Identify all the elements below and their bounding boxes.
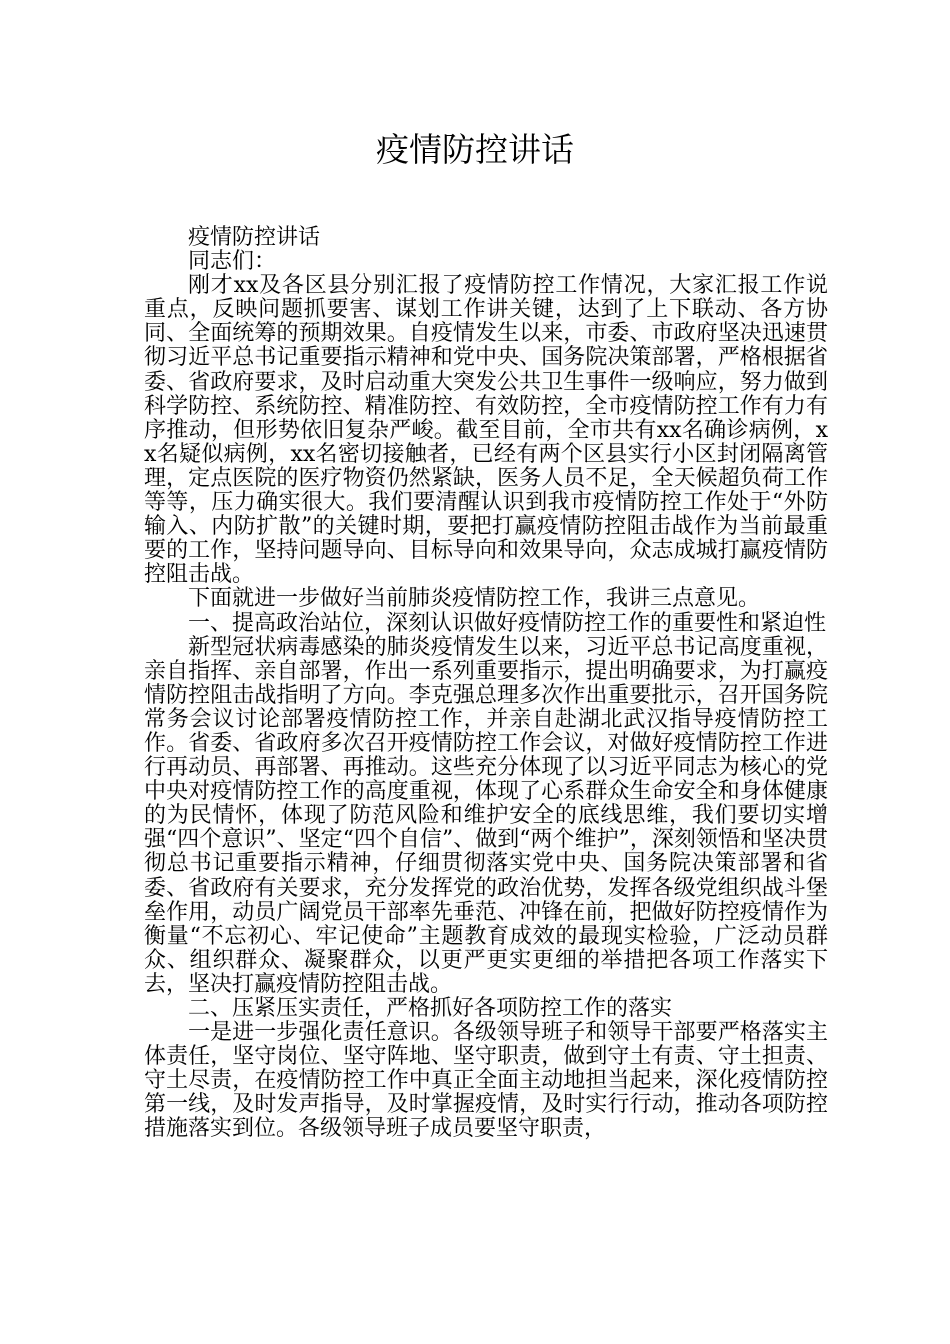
section-heading: 一、提高政治站位，深刻认识做好疫情防控工作的重要性和紧迫性 bbox=[188, 610, 827, 636]
paragraph: 下面就进一步做好当前肺炎疫情防控工作，我讲三点意见。 bbox=[188, 586, 761, 612]
document-body bbox=[144, 226, 828, 1142]
paragraph-heading: 疫情防控讲话 bbox=[188, 225, 321, 250]
paragraph: 新型冠状病毒感染的肺炎疫情发生以来，习近平总书记高度重视，亲自指挥、亲自部署，作出一系列重要指示，提出明确要求，为打赢疫情防控阻击战指明了方向。李克强总理多次作出重要批示，召开国务院常务会议讨论部署疫情防控工作，并亲自赴湖北武汉指导疫情防控工作。省委、省政府多次召开疫情防控工作会议，对做好疫情防控工作进行再动员、再部署、再推动。这些充分体现了以习近平同志为核心的党中央对疫情防控工作的高度重视，体现了心系群众生命安全和身体健康的为民情怀，体现了防范风险和维护安全的底线思维，我们要切实增强“四个意识”、坚定“四个自信”、做到“两个维护”，深刻领悟和坚决贯彻总书记重要指示精神，仔细贯彻落实党中央、国务院决策部署和省委、省政府有关要求，充分发挥党的政治优势，发挥各级党组织战斗堡垒作用，动员广阔党员干部率先垂范、冲锋在前，把做好防控疫情作为衡量“不忘初心、牢记使命”主题教育成效的最现实检验，广泛动员群众、组织群众、凝聚群众，以更严更实更细的举措把各项工作落实下去，坚决打赢疫情防控阻击战。 bbox=[144, 634, 828, 997]
paragraph-salutation: 同志们： bbox=[188, 249, 277, 275]
document-title: 疫情防控讲话 bbox=[376, 130, 574, 169]
paragraph: 刚才xx及各区县分别汇报了疫情防控工作情况，大家汇报工作说重点，反映问题抓要害、谋划工作讲关键，达到了上下联动、各方协同、全面统筹的预期效果。自疫情发生以来，市委、市政府坚决迅速贯彻习近平总书记重要指示精神和党中央、国务院决策部署，严格根据省委、省政府要求，及时启动重大突发公共卫生事件一级响应，努力做到科学防控、系统防控、精准防控、有效防控，全市疫情防控工作有力有序推动，但形势依旧复杂严峻。截至目前，全市共有xx名确诊病例，xx名疑似病例，xx名密切接触者，已经有两个区县实行小区封闭隔离管理，定点医院的医疗物资仍然紧缺，医务人员不足，全天候超负荷工作等等，压力确实很大。我们要清醒认识到我市疫情防控工作处于“外防输入、内防扩散”的关键时期，要把打赢疫情防控阻击战作为当前最重要的工作，坚持问题导向、目标导向和效果导向，众志成城打赢疫情防控阻击战。 bbox=[144, 273, 828, 588]
section-heading: 二、压紧压实责任，严格抓好各项防控工作的落实 bbox=[188, 996, 673, 1021]
paragraph: 一是进一步强化责任意识。各级领导班子和领导干部要严格落实主体责任，坚守岗位、坚守阵地、坚守职责，做到守土有责、守土担责、守土尽责，在疫情防控工作中真正全面主动地担当起来，深化疫情防控第一线，及时发声指导，及时掌握疫情，及时实行行动，推动各项防控措施落实到位。各级领导班子成员要坚守职责， bbox=[144, 1020, 828, 1142]
